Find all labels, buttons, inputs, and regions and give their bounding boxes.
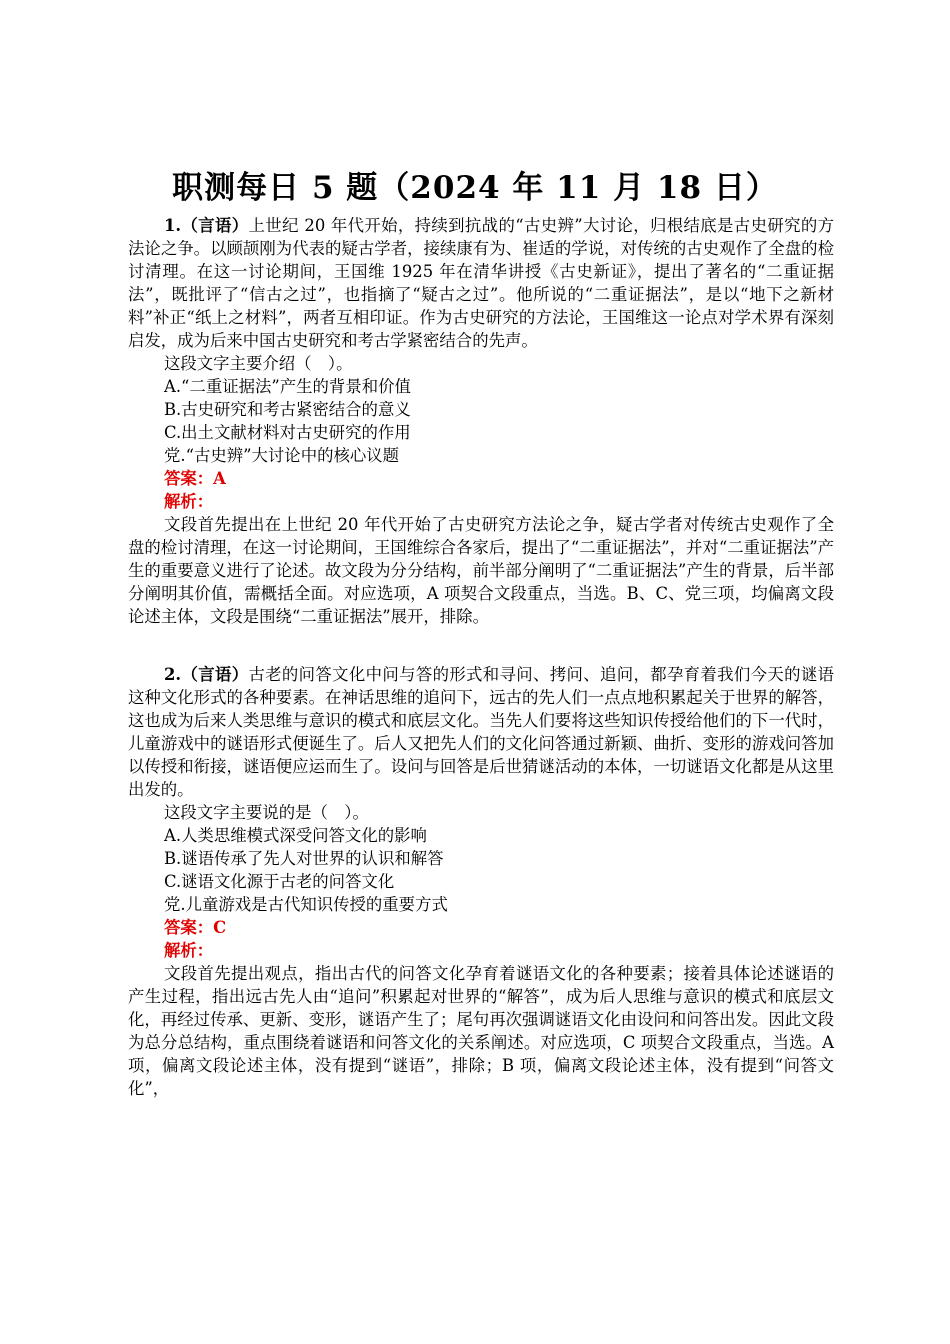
question-block-1 (128, 214, 834, 628)
question-passage (128, 663, 834, 801)
option-d: 党.“古史辨”大讨论中的核心议题 (164, 446, 400, 465)
option-a: A.“二重证据法”产生的背景和价值 (164, 377, 411, 396)
question-number: 1. (164, 216, 182, 235)
option-b: B.谜语传承了先人对世界的认识和解答 (164, 849, 444, 868)
passage-text: 上世纪 20 年代开始，持续到抗战的“古史辨”大讨论，归根结底是古史研究的方法论之争。以顾颉刚为代表的疑古学者，接续康有为、崔适的学说，对传统的古史观作了全盘的检讨清理。在这一讨论期间，王国维 1925 年在清华讲授《古史新证》，提出了著名的“二重证据法”，既批评了“信古之过”，也指摘了“疑古之过”。他所说的“二重证据法”，是以“地下之新材料”补正“纸上之材料”，两者互相印证。作为古史研究的方法论，王国维这一论点对学术界有深刻启发，成为后来中国古史研究和考古学紧密结合的先声。 (128, 216, 835, 350)
question-number: 2. (164, 665, 182, 684)
option-c: C.谜语文化源于古老的问答文化 (164, 872, 395, 891)
option-c: C.出土文献材料对古史研究的作用 (164, 423, 411, 442)
question-stem: 这段文字主要说的是（ ）。 (164, 803, 369, 822)
option-b: B.古史研究和考古紧密结合的意义 (164, 400, 411, 419)
document-body (128, 214, 834, 1100)
question-category: （言语） (181, 216, 249, 235)
option-d: 党.儿童游戏是古代知识传授的重要方式 (164, 895, 448, 914)
analysis-text: 文段首先提出观点，指出古代的问答文化孕育着谜语文化的各种要素；接着具体论述谜语的产生过程，指出远古先人由“追问”积累起对世界的“解答”，成为后人思维与意识的模式和底层文化，再经过传承、更新、变形，谜语产生了；尾句再次强调谜语文化由设问和问答出发。因此文段为总分总结构，重点围绕着谜语和问答文化的关系阐述。对应选项，C 项契合文段重点，当选。A 项，偏离文段论述主体，没有提到“谜语”，排除；B 项，偏离文段论述主体，没有提到“问答文化”， (128, 964, 834, 1098)
answer-label: 答案：A (164, 469, 226, 488)
question-category: （言语） (181, 665, 249, 684)
option-a: A.人类思维模式深受问答文化的影响 (164, 826, 427, 845)
passage-text: 古老的问答文化中问与答的形式和寻问、拷问、追问，都孕育着我们今天的谜语这种文化形式的各种要素。在神话思维的追问下，远古的先人们一点点地积累起关于世界的解答，这也成为后来人类思维与意识的模式和底层文化。当先人们要将这些知识传授给他们的下一代时，儿童游戏中的谜语形式便诞生了。后人又把先人们的文化问答通过新颖、曲折、变形的游戏问答加以传授和衔接，谜语便应运而生了。设问与回答是后世猜谜活动的本体，一切谜语文化都是从这里出发的。 (128, 665, 834, 799)
question-spacer (128, 628, 834, 663)
question-passage (128, 214, 834, 352)
analysis-text: 文段首先提出在上世纪 20 年代开始了古史研究方法论之争，疑古学者对传统古史观作了全盘的检讨清理，在这一讨论期间，王国维综合各家后，提出了“二重证据法”，并对“二重证据法”产生的重要意义进行了论述。故文段为分分结构，前半部分阐明了“二重证据法”产生的背景，后半部分阐明其价值，需概括全面。对应选项，A 项契合文段重点，当选。B、C、党三项，均偏离文段论述主体，文段是围绕“二重证据法”展开，排除。 (128, 515, 834, 626)
question-stem: 这段文字主要介绍（ ）。 (164, 354, 353, 373)
question-block-2 (128, 663, 834, 1100)
analysis-label: 解析： (164, 492, 214, 511)
answer-label: 答案：C (164, 918, 227, 937)
page-title: 职测每日 5 题（2024 年 11 月 18 日） (172, 170, 778, 206)
analysis-label: 解析： (164, 941, 214, 960)
